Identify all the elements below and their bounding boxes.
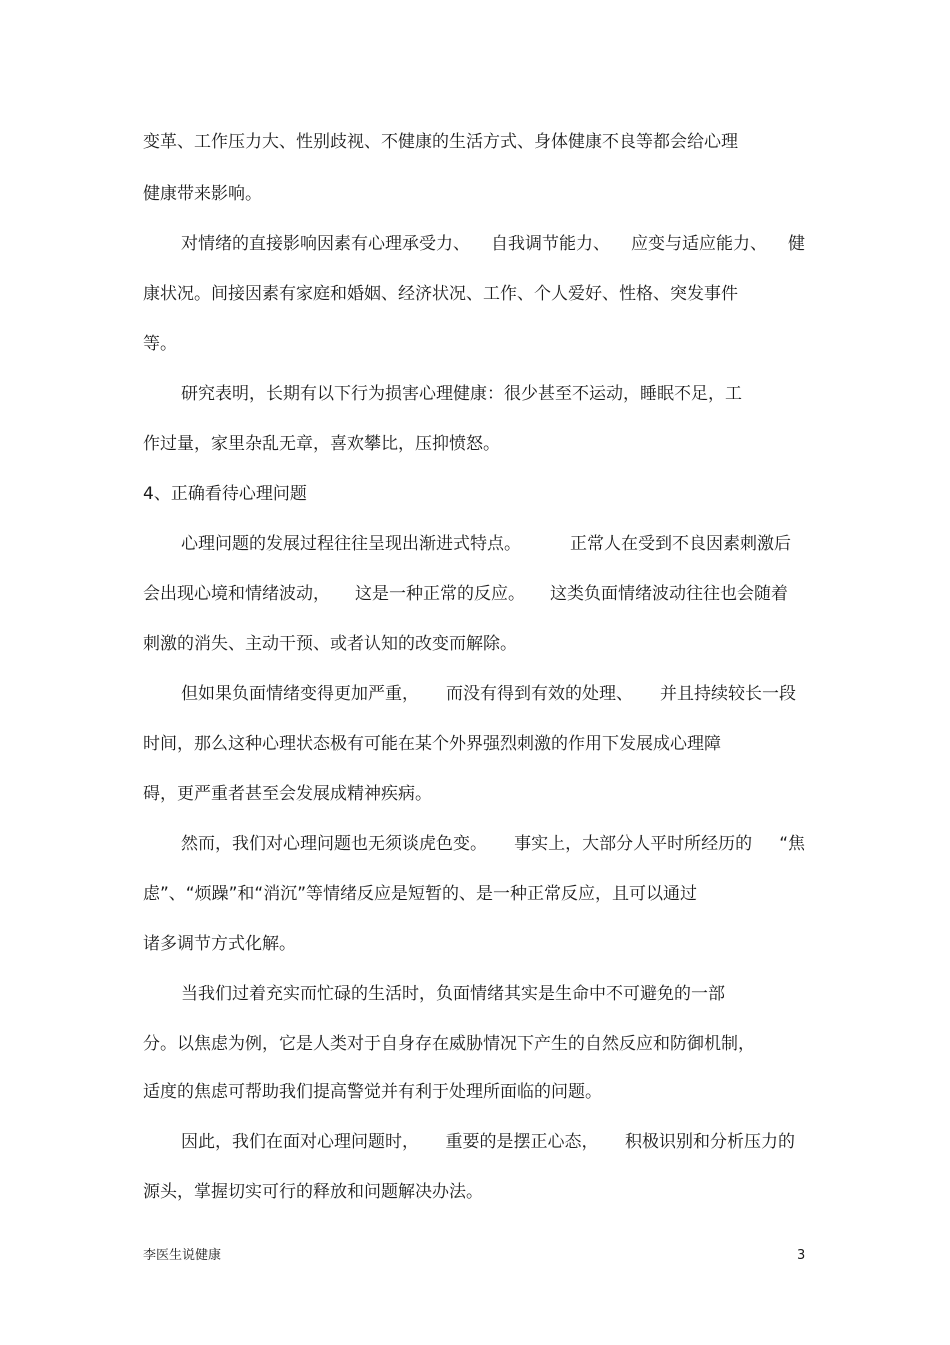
paragraph-line: 源头，掌握切实可行的释放和问题解决办法。	[143, 1182, 483, 1202]
text-segment: 自我调节能力、	[491, 234, 610, 254]
text-segment: 事实上，大部分人平时所经历的	[514, 834, 753, 854]
paragraph-line: 健康带来影响。	[143, 184, 262, 204]
text-segment: “焦	[779, 834, 805, 854]
paragraph-line: 刺激的消失、主动干预、或者认知的改变而解除。	[143, 634, 517, 654]
paragraph-line: 作过量，家里杂乱无章，喜欢攀比，压抑愤怒。	[143, 434, 500, 454]
paragraph-line	[181, 832, 805, 856]
paragraph-line: 时间，那么这种心理状态极有可能在某个外界强烈刺激的作用下发展成心理障	[143, 734, 721, 754]
paragraph-line: 虑”、“烦躁”和“消沉”等情绪反应是短暂的、是一种正常反应，且可以通过	[143, 884, 698, 904]
text-segment: 重要的是摆正心态，	[445, 1132, 599, 1152]
paragraph-line: 碍，更严重者甚至会发展成精神疾病。	[143, 784, 432, 804]
paragraph-line: 诸多调节方式化解。	[143, 934, 296, 954]
paragraph-line	[181, 532, 791, 556]
footer-source: 李医生说健康	[143, 1248, 222, 1263]
paragraph-line: 分。以焦虑为例，它是人类对于自身存在威胁情况下产生的自然反应和防御机制，	[143, 1034, 755, 1054]
text-segment: 应变与适应能力、	[631, 234, 767, 254]
paragraph-line	[181, 232, 805, 256]
text-segment: 然而，我们对心理问题也无须谈虎色变。	[181, 834, 487, 854]
text-segment: 心理问题的发展过程往往呈现出渐进式特点。	[181, 534, 521, 554]
text-segment: 因此，我们在面对心理问题时，	[181, 1132, 419, 1152]
paragraph-line: 康状况。间接因素有家庭和婚姻、经济状况、工作、个人爱好、性格、突发事件	[143, 284, 738, 304]
text-segment: 健	[788, 234, 805, 254]
paragraph-line: 等。	[143, 334, 177, 354]
text-segment: 这是一种正常的反应。	[355, 584, 525, 604]
section-heading: 4、正确看待心理问题	[143, 484, 307, 504]
paragraph-line: 研究表明，长期有以下行为损害心理健康：很少甚至不运动，睡眠不足，工	[181, 384, 742, 404]
paragraph-line	[181, 682, 796, 706]
paragraph-line: 变革、工作压力大、性别歧视、不健康的生活方式、身体健康不良等都会给心理	[143, 132, 738, 152]
paragraph-line	[181, 1130, 795, 1154]
page-number: 3	[797, 1248, 806, 1263]
text-segment: 积极识别和分析压力的	[625, 1132, 795, 1152]
text-segment: 但如果负面情绪变得更加严重，	[181, 684, 419, 704]
text-segment: 而没有得到有效的处理、	[446, 684, 633, 704]
text-segment: 会出现心境和情绪波动，	[143, 584, 330, 604]
text-segment: 这类负面情绪波动往往也会随着	[550, 584, 788, 604]
text-segment: 对情绪的直接影响因素有心理承受力、	[181, 234, 470, 254]
paragraph-line: 适度的焦虑可帮助我们提高警觉并有利于处理所面临的问题。	[143, 1082, 602, 1102]
paragraph-line	[143, 582, 788, 606]
paragraph-line: 当我们过着充实而忙碌的生活时，负面情绪其实是生命中不可避免的一部	[181, 984, 725, 1004]
text-segment: 并且持续较长一段	[660, 684, 796, 704]
text-segment: 正常人在受到不良因素刺激后	[570, 534, 791, 554]
